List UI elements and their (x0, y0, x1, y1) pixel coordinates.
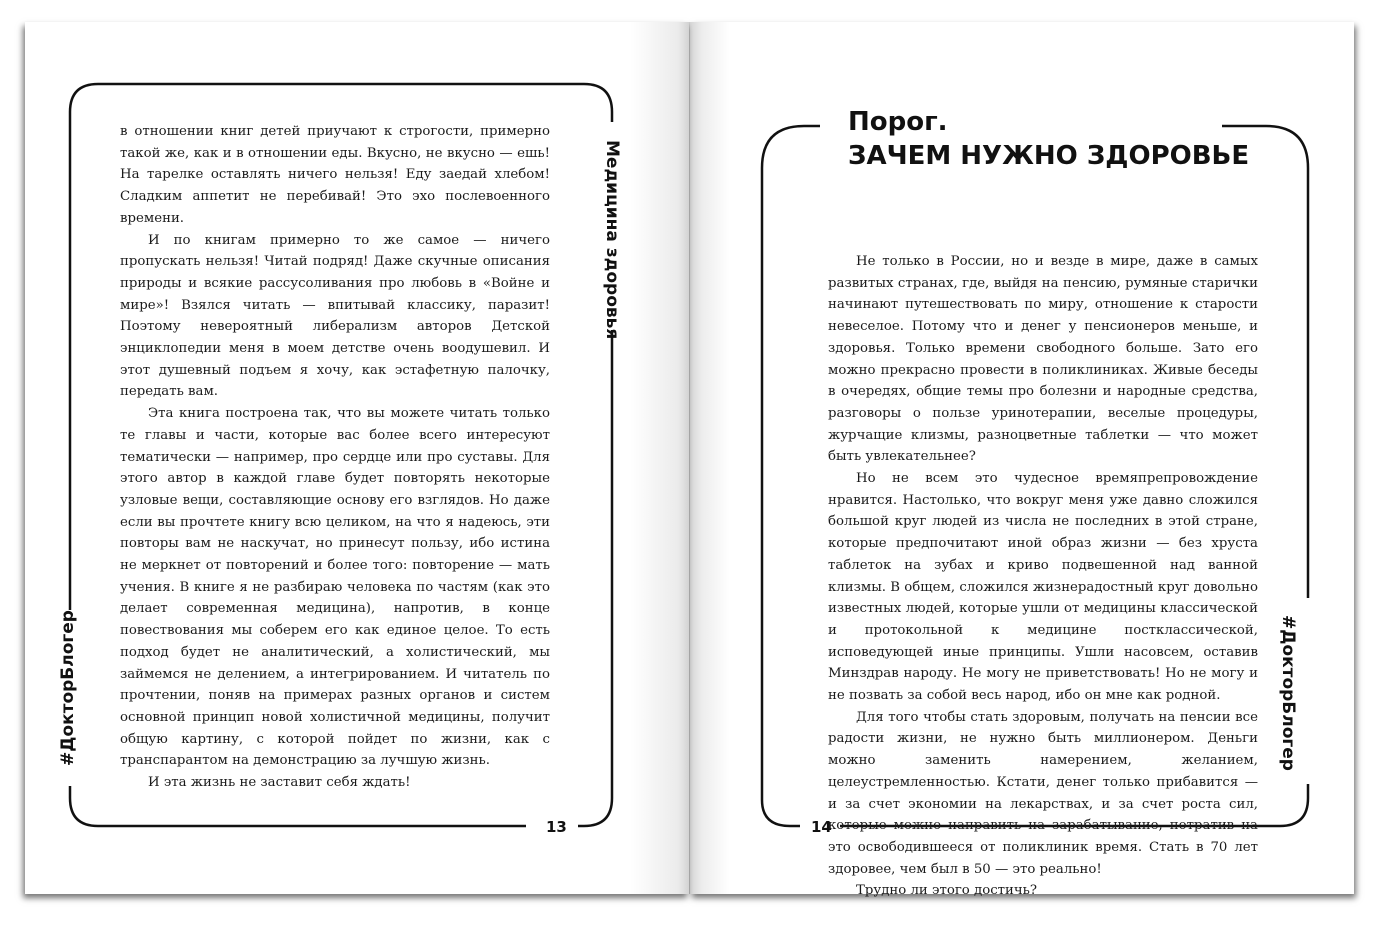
running-header: Медицина здоровья (602, 140, 622, 340)
right-frame-top-left (762, 126, 820, 168)
left-frame-top (70, 84, 612, 125)
chapter-title-line1: Порог. (848, 107, 948, 137)
side-tag-left: #ДокторБлогер (58, 610, 78, 766)
right-page-gutter-shadow (690, 22, 730, 894)
chapter-title (848, 105, 1249, 173)
paragraph: в отношении книг детей приучают к строгости, примерно такой же, как и в отношении еды. Вкусно, не вкусно — ешь! На тарелке оставлять ничего нельзя! Еду заедай хлебом! Сладким аппетит не перебивай! Это эхо послевоенного времени. (120, 124, 550, 226)
paragraph: И эта жизнь не заставит себя ждать! (148, 775, 411, 791)
page-number-left: 13 (546, 818, 567, 836)
side-tag-right: #ДокторБлогер (1278, 615, 1298, 771)
paragraph: Для того чтобы стать здоровым, получать на пенсии все радости жизни, не нужно быть миллионером. Деньги можно заменить намерением, желанием, целеустремленностью. Кстати, денег только прибавится — и за счет экономии на лекарствах, и за счет роста сил, которые можно направить на зарабатывание, потратив на это освободившееся от поликлиник время. Стать в 70 лет здоровее, чем был в 50 — это реально! (828, 709, 1258, 877)
paragraph: Трудно ли этого достичь? (856, 883, 1038, 899)
paragraph: Но не всем это чудесное времяпрепровождение нравится. Настолько, что вокруг меня уже давно сложился большой круг людей из числа не последних в этой стране, которые предпочитают иной образ жизни — без хруста таблеток на зубах и криво подвешенной над ванной клизмы. В общем, сложился жизнерадостный круг довольно известных людей, которые ушли от медицины классической и протокольной к медицине постклассической, исповедующей иные принципы. Ушли насовсем, оставив Минздрав народу. Не могу не приветствовать! Но не могу и не позвать за собой весь народ, ибо он мне как родной. (828, 471, 1258, 704)
paragraph: Эта книга построена так, что вы можете читать только те главы и части, которые вас более всего интересуют тематически — например, про сердце или про суставы. Для этого автор в каждой главе будет повторять некоторые узловые вещи, составляющие основу его взглядов. Но даже если вы прочтете книгу всю целиком, на что я надеюсь, эти повторы вам не наскучат, но принесут пользу, ибо истина не меркнет от повторений и более того: повторение — мать учения. В книге я не разбираю человека по частям (как это делает современная медицина), напротив, в конце повествования мы соберем его как единое целое. То есть подход будет не аналитический, а холистический, мы займемся не делением, а интегрированием. И читатель по прочтении, поняв на примерах разных органов и систем основной принцип новой холистичной медицины, получит общую картину, с которой пойдет по жизни, как с транспарантом на демонстрацию за лучшую жизнь. (120, 406, 550, 769)
paragraph: Не только в России, но и везде в мире, даже в самых развитых странах, где, выйдя на пенсию, румяные старички начинают путешествовать по миру, отношение к старости невеселое. Потому что и денег у пенсионеров меньше, и здоровья. Только времени свободного больше. Зато его можно прекрасно провести в поликлиниках. Живые беседы в очередях, общие темы про болезни и народные средства, разговоры о пользе уринотерапии, веселые процедуры, журчащие клизмы, разноцветные таблетки — что может быть увлекательнее? (828, 254, 1258, 465)
chapter-title-line2: ЗАЧЕМ НУЖНО ЗДОРОВЬЕ (848, 141, 1250, 171)
left-frame-bottom-right (578, 798, 612, 826)
left-body-text (120, 121, 550, 794)
right-frame-bottom-left (762, 800, 800, 826)
paragraph: И по книгам примерно то же самое — ничего пропускать нельзя! Читай подряд! Даже скучные описания природы и всякие рассусоливания про любовь в «Войне и мире»! Взялся читать — впитывай классику, паразит! Поэтому невероятный либерализм авторов Детской энциклопедии меня в моем детстве очень воодушевил. И этот душевный подъем я хочу, как эстафетную палочку, передать вам. (120, 232, 550, 400)
right-body-text (828, 251, 1258, 902)
page-number-right: 14 (811, 818, 832, 836)
